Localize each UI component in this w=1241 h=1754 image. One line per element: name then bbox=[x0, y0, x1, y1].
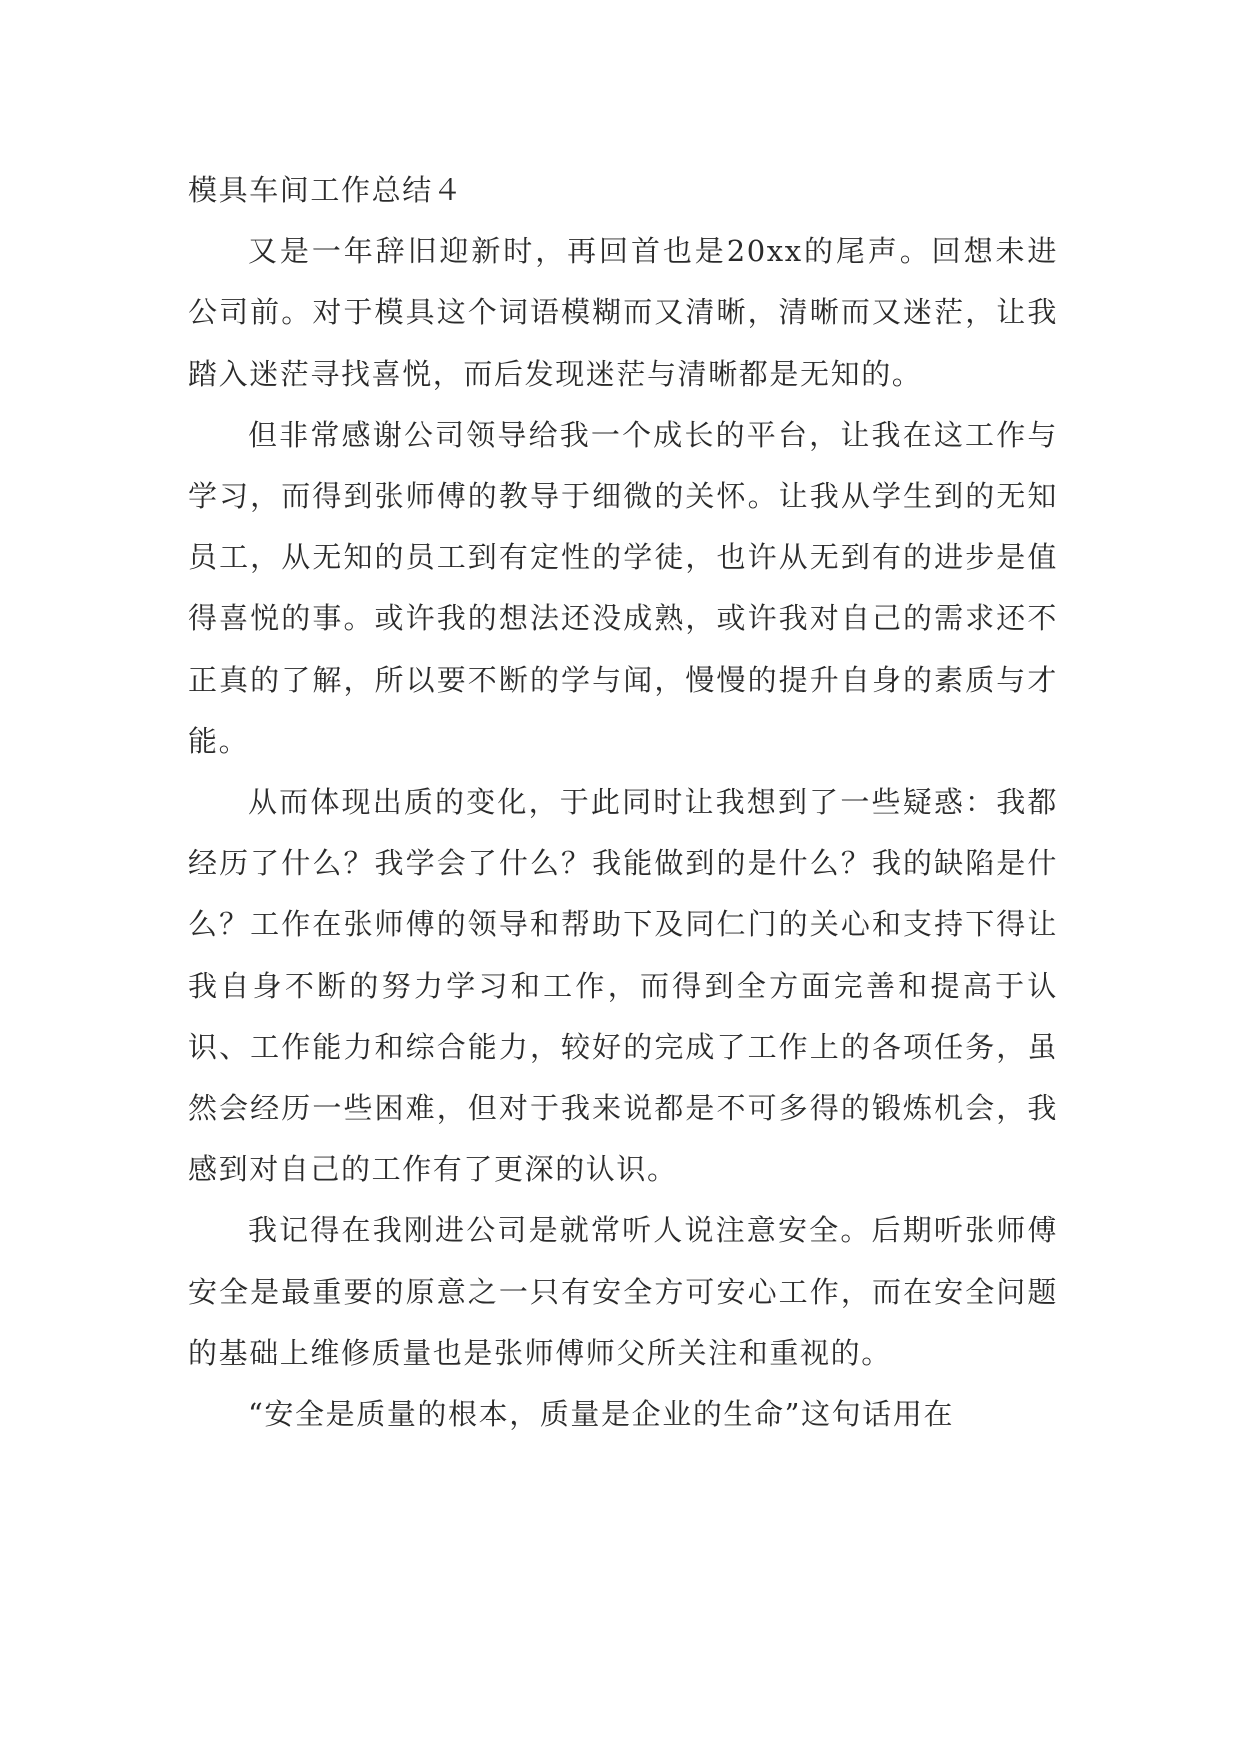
paragraph: 从而体现出质的变化，于此同时让我想到了一些疑惑：我都经历了什么？我学会了什么？我能做到的是什么？我的缺陷是什么？工作在张师傅的领导和帮助下及同仁门的关心和支持下得让我自身不断的努力学习和工作，而得到全方面完善和提高于认识、工作能力和综合能力，较好的完成了工作上的各项任务，虽然会经历一些困难，但对于我来说都是不可多得的锻炼机会，我感到对自己的工作有了更深的认识。 bbox=[188, 785, 1058, 1187]
paragraph: 又是一年辞旧迎新时，再回首也是20xx的尾声。回想未进公司前。对于模具这个词语模糊而又清晰，清晰而又迷茫，让我踏入迷茫寻找喜悦，而后发现迷茫与清晰都是无知的。 bbox=[188, 234, 1058, 391]
paragraph: 我记得在我刚进公司是就常听人说注意安全。后期听张师傅安全是最重要的原意之一只有安全方可安心工作，而在安全问题的基础上维修质量也是张师傅师父所关注和重视的。 bbox=[188, 1213, 1058, 1370]
document-title: 模具车间工作总结４ bbox=[188, 173, 464, 207]
paragraph: 但非常感谢公司领导给我一个成长的平台，让我在这工作与学习，而得到张师傅的教导于细微的关怀。让我从学生到的无知员工，从无知的员工到有定性的学徒，也许从无到有的进步是值得喜悦的事。或许我的想法还没成熟，或许我对自己的需求还不正真的了解，所以要不断的学与闻，慢慢的提升自身的素质与才能。 bbox=[188, 417, 1058, 758]
paragraph: “安全是质量的根本，质量是企业的生命”这句话用在 bbox=[248, 1397, 955, 1432]
document-body bbox=[188, 160, 1058, 1445]
